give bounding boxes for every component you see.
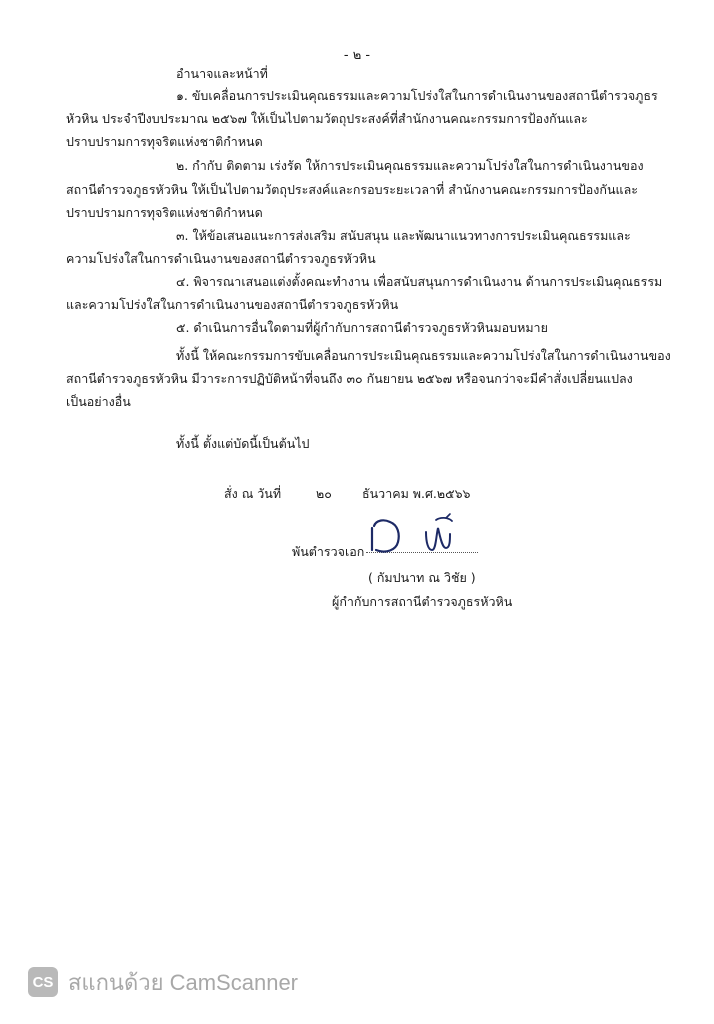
order-date-day: ๒๐ [316,486,332,501]
item-1-line-2: หัวหิน ประจำปีงบประมาณ ๒๕๖๗ ให้เป็นไปตามวัตถุประสงค์ที่สำนักงานคณะกรรมการป้องกันและ [66,111,588,126]
handwritten-signature [360,512,470,556]
signatory-position: ผู้กำกับการสถานีตำรวจภูธรหัวหิน [332,594,513,609]
effective-statement: ทั้งนี้ ตั้งแต่บัดนี้เป็นต้นไป [176,436,310,451]
section-heading: อำนาจและหน้าที่ [176,66,268,81]
closing-line-3: เป็นอย่างอื่น [66,394,131,409]
order-date-month-year: ธันวาคม พ.ศ.๒๕๖๖ [362,486,471,501]
item-3-line-2: ความโปร่งใสในการดำเนินงานของสถานีตำรวจภูธรหัวหิน [66,251,376,266]
item-4-line-2: และความโปร่งใสในการดำเนินงานของสถานีตำรวจภูธรหัวหิน [66,297,399,312]
item-3-line-1: ๓. ให้ข้อเสนอแนะการส่งเสริม สนับสนุน และพัฒนาแนวทางการประเมินคุณธรรมและ [176,228,631,243]
camscanner-watermark [28,962,298,1002]
signatory-name: ( กัมปนาท ณ วิชัย ) [368,570,476,585]
item-5-line-1: ๕. ดำเนินการอื่นใดตามที่ผู้กำกับการสถานีตำรวจภูธรหัวหินมอบหมาย [176,320,548,335]
item-1-line-3: ปราบปรามการทุจริตแห่งชาติกำหนด [66,134,263,149]
order-date-label: สั่ง ณ วันที่ [224,486,282,501]
camscanner-text: สแกนด้วย CamScanner [68,969,299,995]
item-2-line-3: ปราบปรามการทุจริตแห่งชาติกำหนด [66,205,263,220]
closing-line-2: สถานีตำรวจภูธรหัวหิน มีวาระการปฏิบัติหน้าที่จนถึง ๓๐ กันยายน ๒๕๖๗ หรือจนกว่าจะมีคำสั่งเปลี่ยนแปลง [66,371,633,386]
closing-line-1: ทั้งนี้ ให้คณะกรรมการขับเคลื่อนการประเมินคุณธรรมและความโปร่งใสในการดำเนินงานของ [176,348,671,363]
item-2-line-2: สถานีตำรวจภูธรหัวหิน ให้เป็นไปตามวัตถุประสงค์และกรอบระยะเวลาที่ สำนักงานคณะกรรมการป้องกันและ [66,182,638,197]
signatory-rank: พันตำรวจเอก [292,544,365,559]
item-2-line-1: ๒. กำกับ ติดตาม เร่งรัด ให้การประเมินคุณธรรมและความโปร่งใสในการดำเนินงานของ [176,158,644,173]
item-4-line-1: ๔. พิจารณาเสนอแต่งตั้งคณะทำงาน เพื่อสนับสนุนการดำเนินงาน ด้านการประเมินคุณธรรม [176,274,663,289]
item-1-line-1: ๑. ขับเคลื่อนการประเมินคุณธรรมและความโปร่งใสในการดำเนินงานของสถานีตำรวจภูธร [176,88,658,103]
camscanner-logo-icon: CS [28,967,58,997]
page-number: - ๒ - [343,48,371,63]
